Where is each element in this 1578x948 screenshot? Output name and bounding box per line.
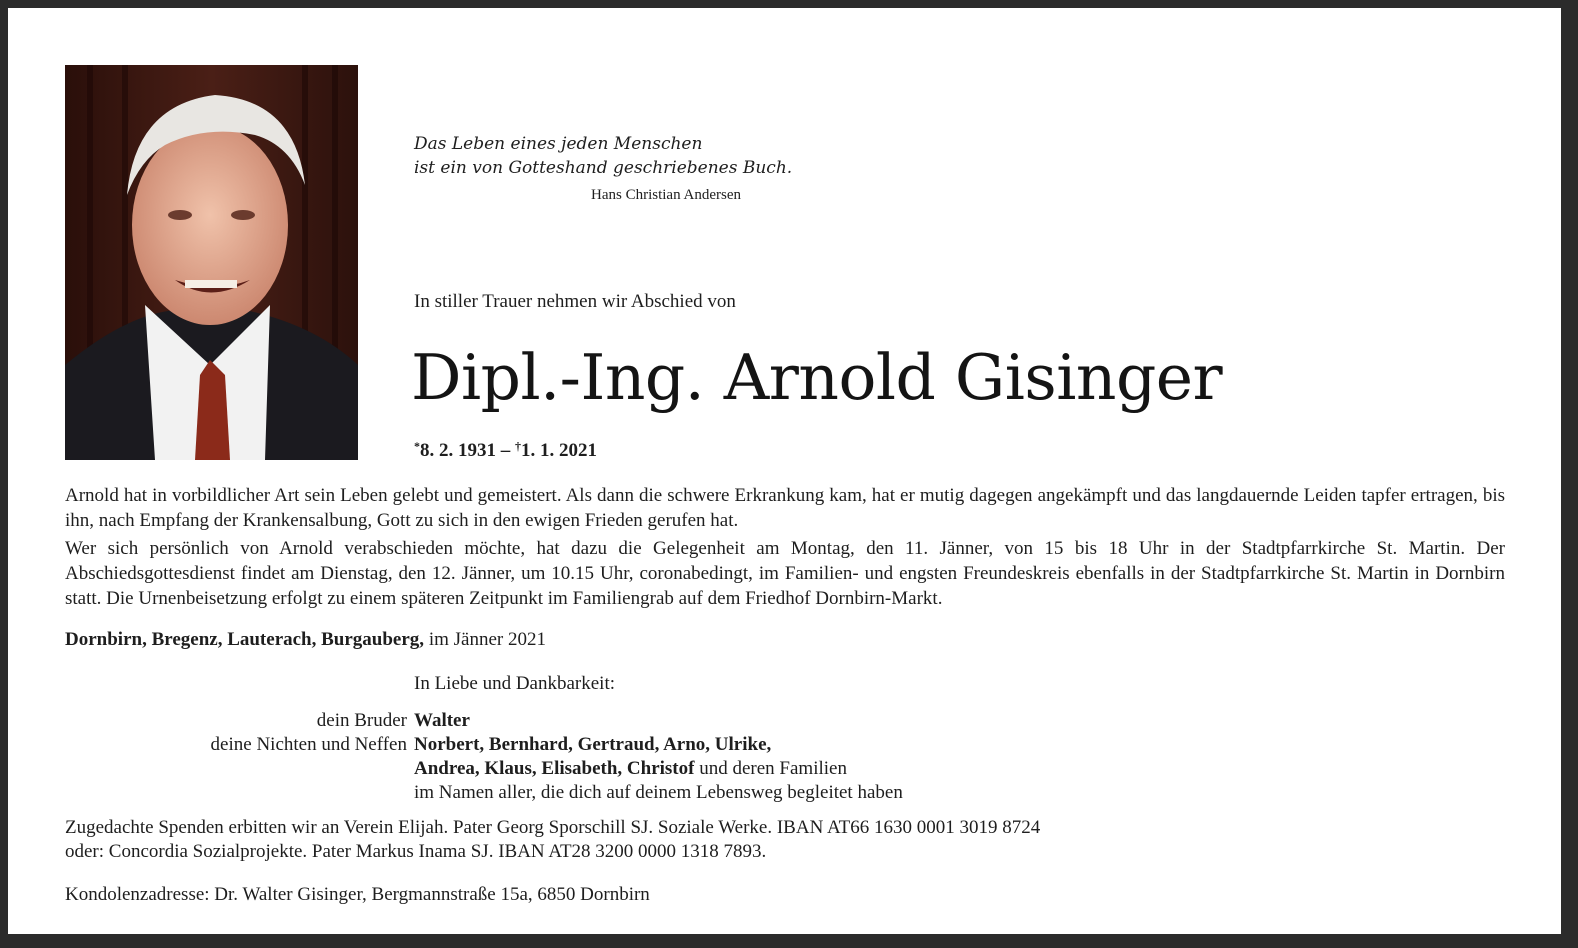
donation-line-1: Zugedachte Spenden erbitten wir an Verein Elijah. Pater Georg Sporschill SJ. Soziale Werke. IBAN AT66 1630 0001 3019 8724 (65, 817, 1041, 838)
portrait-illustration (65, 65, 358, 460)
life-paragraph: Arnold hat in vorbildlicher Art sein Leben gelebt und gemeistert. Als dann die schwere Erkrankung kam, hat er mutig dagegen angekämpft und das langdauernde Leiden tapfer ertragen, bis ihn, nach Empfang der Krankensalbung, Gott zu sich in den ewigen Frieden gerufen hat. (65, 485, 1505, 531)
birth-symbol: * (414, 439, 420, 453)
farewell-paragraph: Wer sich persönlich von Arnold verabschieden möchte, hat dazu die Gelegenheit am Montag, den 11. Jänner, von 15 bis 18 Uhr in der Stadtpfarrkirche St. Martin. Der Abschiedsgottesdienst findet am Dienstag, den 12. Jänner, um 10.15 Uhr, coronabedingt, im Familien- und engsten Freundeskreis ebenfalls in der Stadtpfarrkirche St. Martin in Dornbirn statt. Die Urnenbeisetzung erfolgt zu einem späteren Zeitpunkt im Familiengrab auf dem Friedhof Dornbirn-Markt. (65, 538, 1505, 609)
quote-line-2: ist ein von Gotteshand geschriebenes Buch. (414, 158, 793, 178)
quote-text (414, 132, 934, 180)
quote-author: Hans Christian Andersen (591, 187, 741, 203)
nieces-suffix: und deren Familien (694, 758, 847, 779)
places-date: im Jänner 2021 (424, 629, 546, 650)
death-symbol: † (515, 439, 521, 453)
nieces-label: deine Nichten und Neffen (210, 734, 407, 755)
nieces-line-1: Norbert, Bernhard, Gertraud, Arno, Ulrike, (414, 734, 772, 755)
condolence-address: Kondolenzadresse: Dr. Walter Gisinger, Bergmannstraße 15a, 6850 Dornbirn (65, 884, 650, 905)
obituary-page (8, 8, 1561, 934)
brother-label: dein Bruder (316, 710, 407, 731)
deceased-name: Dipl.-Ing. Arnold Gisinger (411, 341, 1223, 414)
portrait-photo (65, 65, 358, 460)
birth-date: 8. 2. 1931 (420, 440, 496, 461)
quote-line-1: Das Leben eines jeden Menschen (414, 134, 703, 154)
nieces-line-2-wrap (414, 757, 847, 781)
brother-name: Walter (414, 710, 470, 731)
death-date: 1. 1. 2021 (521, 440, 597, 461)
all-mourners-line: im Namen aller, die dich auf deinem Lebensweg begleitet haben (414, 782, 903, 803)
life-dates (414, 439, 597, 462)
places-names: Dornbirn, Bregenz, Lauterach, Burgauberg, (65, 629, 425, 650)
donation-block (65, 816, 1040, 864)
closing-line: In Liebe und Dankbarkeit: (414, 673, 616, 694)
date-dash: – (496, 440, 515, 461)
nieces-line-2: Andrea, Klaus, Elisabeth, Christof (414, 758, 695, 779)
donation-line-2: oder: Concordia Sozialprojekte. Pater Markus Inama SJ. IBAN AT28 3200 0000 1318 7893. (65, 841, 767, 862)
places-line (65, 629, 546, 651)
mourning-intro: In stiller Trauer nehmen wir Abschied von (414, 291, 736, 312)
